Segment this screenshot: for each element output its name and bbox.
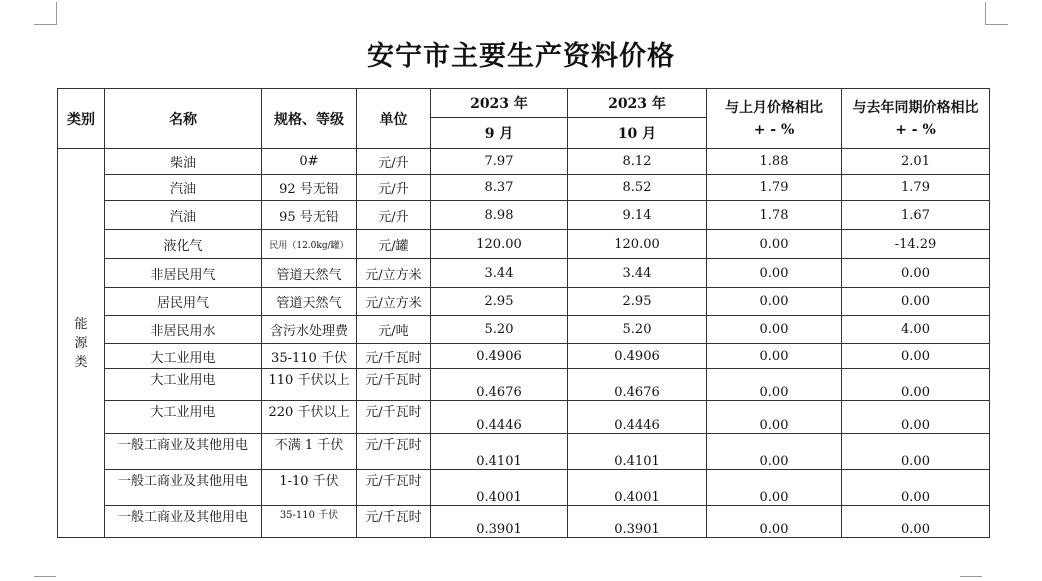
cell-unit: 元/升 bbox=[357, 201, 431, 230]
price-table bbox=[57, 88, 990, 538]
cell-mom: 0.00 bbox=[707, 434, 842, 470]
cell-yoy: 1.67 bbox=[842, 201, 990, 230]
cell-name: 一般工商业及其他用电 bbox=[105, 470, 262, 506]
table-row bbox=[58, 369, 990, 401]
cell-name: 一般工商业及其他用电 bbox=[105, 434, 262, 470]
cell-yoy: 1.79 bbox=[842, 175, 990, 201]
cell-sep: 0.4001 bbox=[431, 470, 568, 506]
cell-mom: 1.79 bbox=[707, 175, 842, 201]
cell-spec: 1-10 千伏 bbox=[262, 470, 357, 506]
cell-oct: 8.52 bbox=[568, 175, 707, 201]
cell-sep: 8.98 bbox=[431, 201, 568, 230]
cell-spec: 0# bbox=[262, 149, 357, 175]
header-mom-line2: + - % bbox=[753, 121, 795, 138]
table-row bbox=[58, 288, 990, 316]
cell-name: 一般工商业及其他用电 bbox=[105, 506, 262, 538]
cell-unit: 元/立方米 bbox=[357, 288, 431, 316]
cell-name: 大工业用电 bbox=[105, 401, 262, 434]
cell-name: 非居民用气 bbox=[105, 259, 262, 288]
header-mom-line1: 与上月价格相比 bbox=[725, 99, 823, 116]
cell-unit: 元/千瓦时 bbox=[357, 344, 431, 369]
cell-mom: 0.00 bbox=[707, 470, 842, 506]
cell-yoy: 0.00 bbox=[842, 259, 990, 288]
cell-unit: 元/吨 bbox=[357, 316, 431, 344]
cell-oct: 0.4446 bbox=[568, 401, 707, 434]
table-row bbox=[58, 344, 990, 369]
cell-unit: 元/千瓦时 bbox=[357, 401, 431, 434]
cell-sep: 8.37 bbox=[431, 175, 568, 201]
header-unit: 单位 bbox=[357, 89, 431, 149]
cell-spec: 35-110 千伏 bbox=[262, 506, 357, 538]
cell-yoy: -14.29 bbox=[842, 230, 990, 259]
header-name: 名称 bbox=[105, 89, 262, 149]
header-spec: 规格、等级 bbox=[262, 89, 357, 149]
cell-name: 大工业用电 bbox=[105, 344, 262, 369]
page-corner-mark bbox=[960, 576, 982, 581]
header-year-sep: 2023 年 bbox=[431, 89, 568, 118]
cell-oct: 0.4906 bbox=[568, 344, 707, 369]
cell-unit: 元/升 bbox=[357, 175, 431, 201]
cell-oct: 0.4101 bbox=[568, 434, 707, 470]
cell-mom: 0.00 bbox=[707, 506, 842, 538]
cell-mom: 1.78 bbox=[707, 201, 842, 230]
header-yoy-line1: 与去年同期价格相比 bbox=[852, 99, 979, 116]
cell-sep: 5.20 bbox=[431, 316, 568, 344]
table-row bbox=[58, 470, 990, 506]
table-row bbox=[58, 149, 990, 175]
cell-yoy: 0.00 bbox=[842, 288, 990, 316]
cell-spec: 管道天然气 bbox=[262, 288, 357, 316]
cell-sep: 2.95 bbox=[431, 288, 568, 316]
cell-name: 居民用气 bbox=[105, 288, 262, 316]
cell-spec: 含污水处理费 bbox=[262, 316, 357, 344]
header-category: 类别 bbox=[58, 89, 105, 149]
page-title: 安宁市主要生产资料价格 bbox=[367, 41, 675, 72]
cell-yoy: 0.00 bbox=[842, 506, 990, 538]
cell-name: 柴油 bbox=[105, 149, 262, 175]
cell-sep: 0.4676 bbox=[431, 369, 568, 401]
cell-spec: 92 号无铅 bbox=[262, 175, 357, 201]
cell-sep: 0.4101 bbox=[431, 434, 568, 470]
cell-oct: 8.12 bbox=[568, 149, 707, 175]
cell-name: 大工业用电 bbox=[105, 369, 262, 401]
cell-sep: 120.00 bbox=[431, 230, 568, 259]
cell-yoy: 0.00 bbox=[842, 401, 990, 434]
page-corner-mark bbox=[985, 2, 1008, 25]
cell-unit: 元/罐 bbox=[357, 230, 431, 259]
header-yoy bbox=[842, 89, 990, 149]
cell-yoy: 2.01 bbox=[842, 149, 990, 175]
cell-spec: 220 千伏以上 bbox=[262, 401, 357, 434]
cell-mom: 0.00 bbox=[707, 401, 842, 434]
cell-oct: 9.14 bbox=[568, 201, 707, 230]
table-row bbox=[58, 201, 990, 230]
cell-name: 汽油 bbox=[105, 175, 262, 201]
table-row bbox=[58, 230, 990, 259]
table-row bbox=[58, 434, 990, 470]
cell-oct: 120.00 bbox=[568, 230, 707, 259]
cell-oct: 5.20 bbox=[568, 316, 707, 344]
cell-sep: 3.44 bbox=[431, 259, 568, 288]
cell-mom: 0.00 bbox=[707, 288, 842, 316]
cell-spec: 管道天然气 bbox=[262, 259, 357, 288]
cell-unit: 元/千瓦时 bbox=[357, 506, 431, 538]
cell-mom: 0.00 bbox=[707, 259, 842, 288]
table-row bbox=[58, 259, 990, 288]
cell-unit: 元/千瓦时 bbox=[357, 470, 431, 506]
page-corner-mark bbox=[34, 2, 57, 25]
cell-oct: 0.4001 bbox=[568, 470, 707, 506]
cell-mom: 0.00 bbox=[707, 344, 842, 369]
table-row bbox=[58, 175, 990, 201]
cell-oct: 2.95 bbox=[568, 288, 707, 316]
cell-oct: 3.44 bbox=[568, 259, 707, 288]
header-month-oct: 10 月 bbox=[568, 118, 707, 149]
header-month-sep: 9 月 bbox=[431, 118, 568, 149]
cell-yoy: 0.00 bbox=[842, 344, 990, 369]
cell-unit: 元/立方米 bbox=[357, 259, 431, 288]
cell-sep: 0.3901 bbox=[431, 506, 568, 538]
cell-mom: 0.00 bbox=[707, 316, 842, 344]
table-row bbox=[58, 506, 990, 538]
cell-unit: 元/升 bbox=[357, 149, 431, 175]
cell-yoy: 0.00 bbox=[842, 369, 990, 401]
header-year-oct: 2023 年 bbox=[568, 89, 707, 118]
cell-unit: 元/千瓦时 bbox=[357, 434, 431, 470]
table-row bbox=[58, 401, 990, 434]
cell-yoy: 0.00 bbox=[842, 434, 990, 470]
cell-sep: 0.4446 bbox=[431, 401, 568, 434]
header-yoy-line2: + - % bbox=[895, 121, 936, 138]
category-char: 类 bbox=[74, 354, 88, 370]
cell-mom: 0.00 bbox=[707, 369, 842, 401]
cell-sep: 0.4906 bbox=[431, 344, 568, 369]
cell-spec: 民用（12.0kg/罐） bbox=[262, 230, 357, 259]
header-mom bbox=[707, 89, 842, 149]
cell-unit: 元/千瓦时 bbox=[357, 369, 431, 401]
cell-yoy: 0.00 bbox=[842, 470, 990, 506]
cell-spec: 35-110 千伏 bbox=[262, 344, 357, 369]
cell-sep: 7.97 bbox=[431, 149, 568, 175]
page-corner-mark bbox=[34, 576, 56, 581]
cell-yoy: 4.00 bbox=[842, 316, 990, 344]
cell-mom: 1.88 bbox=[707, 149, 842, 175]
cell-oct: 0.4676 bbox=[568, 369, 707, 401]
cell-spec: 95 号无铅 bbox=[262, 201, 357, 230]
cell-spec: 不满 1 千伏 bbox=[262, 434, 357, 470]
table-row bbox=[58, 316, 990, 344]
cell-name: 非居民用水 bbox=[105, 316, 262, 344]
category-char: 源 bbox=[74, 335, 88, 351]
cell-mom: 0.00 bbox=[707, 230, 842, 259]
cell-name: 液化气 bbox=[105, 230, 262, 259]
cell-spec: 110 千伏以上 bbox=[262, 369, 357, 401]
category-cell bbox=[58, 149, 105, 538]
cell-name: 汽油 bbox=[105, 201, 262, 230]
category-char: 能 bbox=[74, 316, 88, 332]
cell-oct: 0.3901 bbox=[568, 506, 707, 538]
